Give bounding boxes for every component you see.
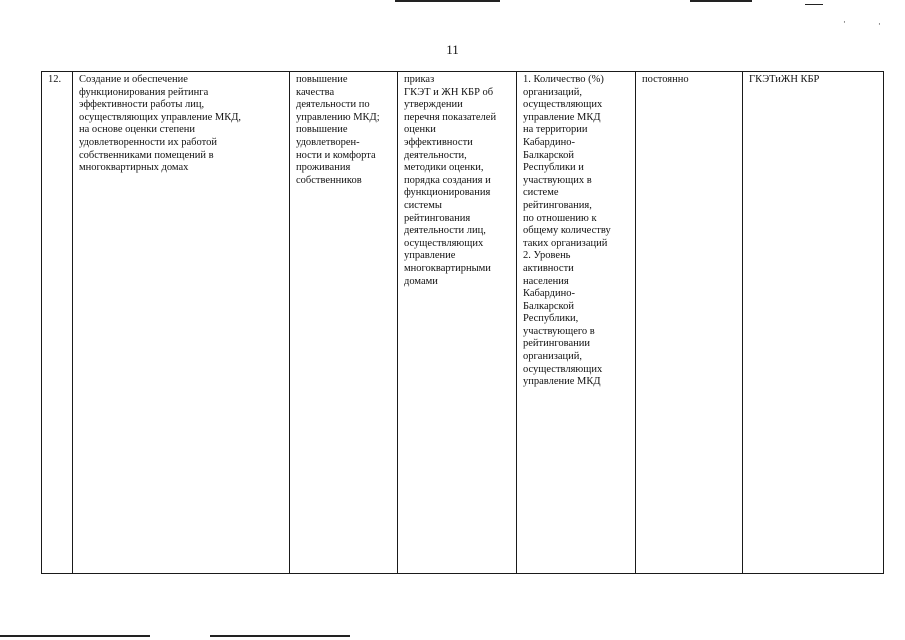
scan-line-bottom-2 bbox=[210, 635, 350, 637]
measures-table bbox=[41, 71, 884, 574]
row-number-cell: 12. bbox=[42, 72, 73, 574]
table-row bbox=[42, 72, 884, 574]
scan-line-top-1 bbox=[395, 0, 500, 2]
document-cell: приказ ГКЭТ и ЖН КБР об утверждении перечня показателей оценки эффективности деятельности, методики оценки, порядка создания и функционирования системы рейтингования деятельности лиц, осуществляющих управление многоквартирными домами bbox=[398, 72, 517, 574]
term-cell: постоянно bbox=[636, 72, 743, 574]
scan-line-bottom-1 bbox=[0, 635, 150, 637]
responsible-cell: ГКЭТиЖН КБР bbox=[743, 72, 884, 574]
scan-dot-2: · bbox=[878, 20, 881, 30]
scan-line-top-2 bbox=[690, 0, 752, 2]
scan-dot-1: · bbox=[843, 18, 846, 28]
measure-name-cell: Создание и обеспечение функционирования рейтинга эффективности работы лиц, осуществляющих управление МКД, на основе оценки степени удовлетворенности их работой собственниками помещений в многоквартирных домах bbox=[73, 72, 290, 574]
goal-cell: повышение качества деятельности по управлению МКД; повышение удовлетворен- ности и комфорта проживания собственников bbox=[290, 72, 398, 574]
scan-line-top-3 bbox=[805, 4, 823, 5]
page-number: 11 bbox=[446, 42, 459, 57]
indicators-cell: 1. Количество (%) организаций, осуществляющих управление МКД на территории Кабардино- Балкарской Республики и участвующих в системе рейтингования, по отношению к общему количеству таких организаций 2. Уровень активности населения Кабардино- Балкарской Республики, участвующего в рейтинговании организаций, осуществляющих управление МКД bbox=[517, 72, 636, 574]
